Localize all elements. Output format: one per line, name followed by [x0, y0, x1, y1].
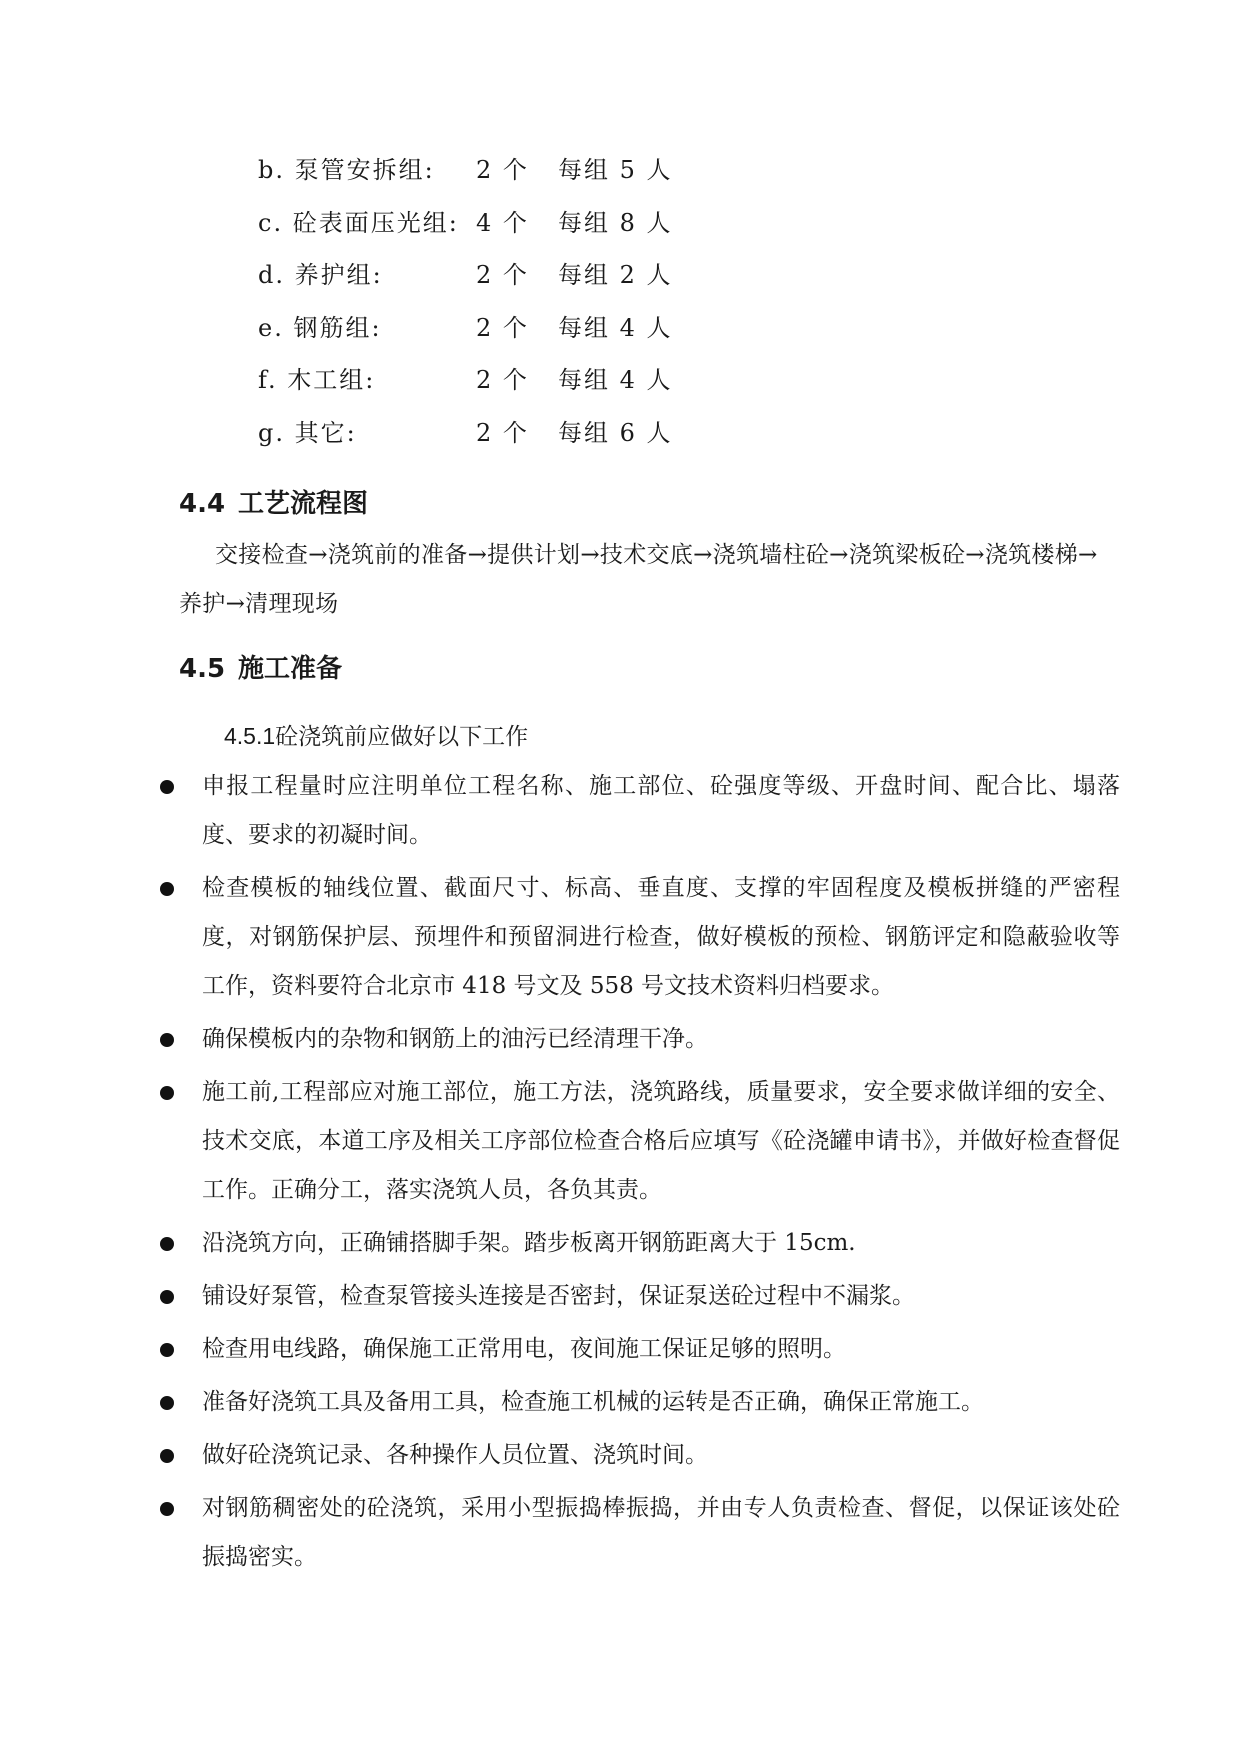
team-per-group: 每组 6 人 [558, 418, 673, 447]
team-per-group: 每组 5 人 [558, 156, 673, 184]
team-label: e. 钢筋组: [258, 313, 382, 342]
list-item [160, 864, 1120, 1011]
list-item-text: 对钢筋稠密处的砼浇筑，采用小型振捣棒振捣，并由专人负责检查、督促，以保证该处砼振捣密实。 [202, 1495, 1120, 1570]
team-per-group: 每组 2 人 [558, 261, 673, 290]
bullet-dot-icon [160, 1343, 174, 1357]
subsection-title: 砼浇筑前应做好以下工作 [275, 724, 529, 750]
section-title: 施工准备 [238, 654, 343, 684]
team-label: b. 泵管安拆组: [258, 156, 435, 184]
team-row [258, 360, 738, 413]
list-item [160, 762, 1120, 860]
section-number: 4.4 [179, 489, 226, 519]
list-item-text: 申报工程量时应注明单位工程名称、施工部位、砼强度等级、开盘时间、配合比、塌落度、要求的初凝时间。 [202, 773, 1120, 848]
team-count: 2 个 [476, 261, 529, 290]
bullet-dot-icon [160, 1396, 174, 1410]
team-row [258, 203, 738, 256]
list-item-text: 确保模板内的杂物和钢筋上的油污已经清理干净。 [202, 1026, 708, 1052]
list-item [160, 1484, 1120, 1582]
list-item-text: 检查模板的轴线位置、截面尺寸、标高、垂直度、支撑的牢固程度及模板拼缝的严密程度，对钢筋保护层、预埋件和预留洞进行检查，做好模板的预检、钢筋评定和隐蔽验收等工作，资料要符合北京市 418 号文及 558 号文技术资料归档要求。 [202, 875, 1120, 999]
list-item-text: 沿浇筑方向，正确铺搭脚手架。踏步板离开钢筋距离大于 15cm. [202, 1230, 856, 1256]
subsection-number: 4.5.1 [224, 723, 276, 749]
preparation-bullet-list [160, 762, 1120, 1586]
team-count: 2 个 [476, 366, 529, 395]
team-label: f. 木工组: [258, 366, 376, 395]
team-row [258, 150, 738, 203]
team-row [258, 255, 738, 308]
team-row [258, 413, 738, 466]
team-label: c. 砼表面压光组: [258, 208, 459, 237]
team-label: d. 养护组: [258, 261, 383, 290]
list-item [160, 1015, 1120, 1064]
team-count: 2 个 [476, 418, 529, 447]
list-item-text: 铺设好泵管，检查泵管接头连接是否密封，保证泵送砼过程中不漏浆。 [202, 1283, 915, 1309]
list-item [160, 1219, 1120, 1268]
section-heading-4-5 [179, 648, 342, 685]
team-per-group: 每组 8 人 [558, 208, 673, 237]
team-per-group: 每组 4 人 [558, 313, 673, 342]
list-item [160, 1431, 1120, 1480]
list-item [160, 1325, 1120, 1374]
bullet-dot-icon [160, 1237, 174, 1251]
team-row [258, 308, 738, 361]
bullet-dot-icon [160, 780, 174, 794]
bullet-dot-icon [160, 882, 174, 896]
team-count: 4 个 [476, 208, 529, 237]
team-count: 2 个 [476, 313, 529, 342]
bullet-dot-icon [160, 1449, 174, 1463]
team-per-group: 每组 4 人 [558, 366, 673, 395]
process-flow-paragraph: 交接检查→浇筑前的准备→提供计划→技术交底→浇筑墙柱砼→浇筑梁板砼→浇筑楼梯→养护→清理现场 [179, 542, 1098, 617]
list-item-text: 检查用电线路，确保施工正常用电，夜间施工保证足够的照明。 [202, 1336, 846, 1362]
list-item [160, 1378, 1120, 1427]
section-number: 4.5 [179, 654, 226, 684]
team-count: 2 个 [476, 156, 529, 184]
list-item-text: 准备好浇筑工具及备用工具，检查施工机械的运转是否正确，确保正常施工。 [202, 1389, 984, 1415]
bullet-dot-icon [160, 1033, 174, 1047]
bullet-dot-icon [160, 1086, 174, 1100]
list-item-text: 做好砼浇筑记录、各种操作人员位置、浇筑时间。 [202, 1442, 708, 1468]
team-label: g. 其它: [258, 418, 357, 447]
team-list [258, 150, 738, 466]
section-title: 工艺流程图 [238, 489, 369, 519]
bullet-dot-icon [160, 1502, 174, 1516]
list-item [160, 1272, 1120, 1321]
list-item-text: 施工前,工程部应对施工部位，施工方法，浇筑路线，质量要求，安全要求做详细的安全、技术交底，本道工序及相关工序部位检查合格后应填写《砼浇罐申请书》，并做好检查督促工作。正确分工，落实浇筑人员，各负其责。 [202, 1079, 1120, 1203]
bullet-dot-icon [160, 1290, 174, 1304]
list-item [160, 1068, 1120, 1215]
section-heading-4-4 [179, 483, 368, 520]
subsection-heading-4-5-1 [224, 718, 528, 751]
